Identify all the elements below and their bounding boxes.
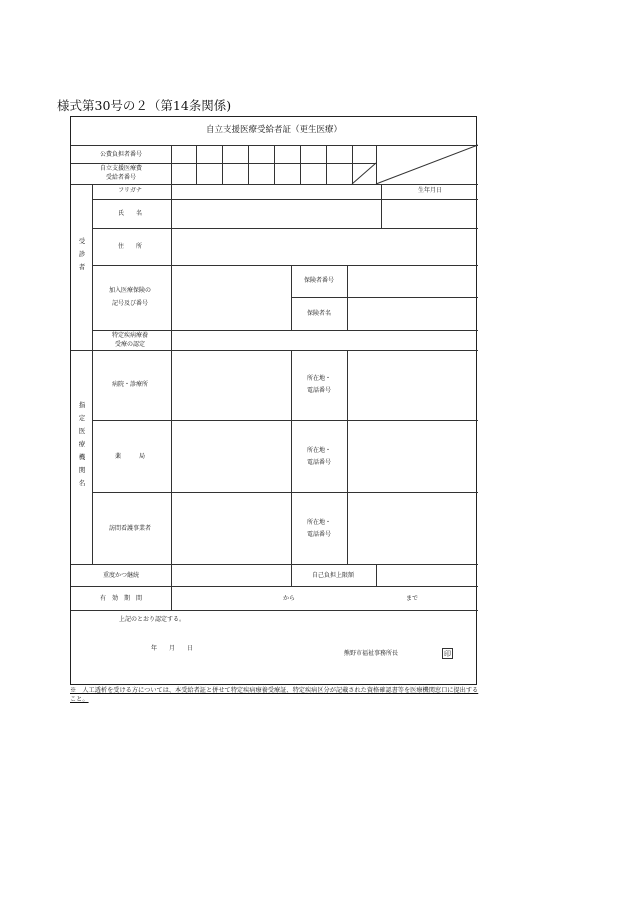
rule	[291, 350, 292, 564]
severe-continuous-label: 重度かつ継続	[102, 572, 140, 579]
pharmacy-location-label-1: 所在地・	[306, 447, 332, 454]
nursing-location-label-1: 所在地・	[306, 519, 332, 526]
rule	[71, 610, 478, 611]
validity-period-label: 有 効 期 間	[99, 595, 143, 602]
rule	[92, 228, 478, 229]
specific-disease-label-2: 受療の認定	[114, 341, 146, 348]
specific-disease-label-1: 特定疾病療養	[111, 332, 149, 339]
institution-vertical-label: 指定医療機関名	[78, 401, 86, 487]
patient-vertical-label: 受診者	[78, 237, 86, 271]
rule	[347, 265, 348, 330]
insurer-name-label: 保険者名	[306, 310, 332, 317]
hospital-location-label-1: 所在地・	[306, 375, 332, 382]
certificate-form	[70, 116, 477, 685]
rule	[171, 145, 172, 610]
pharmacy-location-label-2: 電話番号	[306, 459, 332, 466]
recipient-number-label-1: 自立支援医療費	[99, 165, 143, 172]
address-label: 住 所	[117, 243, 143, 250]
rule	[71, 564, 478, 565]
rule	[291, 297, 478, 298]
validity-from-label: から	[282, 595, 296, 602]
rule	[291, 265, 292, 330]
rule	[92, 265, 478, 266]
rule	[381, 184, 382, 228]
pharmacy-label: 薬 局	[114, 453, 146, 460]
rule	[347, 350, 348, 564]
rule	[71, 586, 478, 587]
name-label: 氏 名	[117, 210, 143, 217]
rule	[92, 184, 93, 564]
form-number-heading: 様式第30号の２（第14条関係)	[57, 98, 232, 113]
form-title: 自立支援医療受給者証（更生医療）	[205, 125, 343, 135]
rule	[92, 492, 478, 493]
copay-limit-label: 自己負担上限額	[311, 572, 355, 579]
hospital-location-label-2: 電話番号	[306, 387, 332, 394]
rule	[376, 564, 377, 586]
insurance-label-1: 加入医療保険の	[108, 287, 152, 294]
issuer-title: 熊野市福祉事務所長	[344, 650, 399, 657]
dialysis-footnote: ※ 人工透析を受ける方については、本受給者証と併せて特定疾病療養受療証、特定疾病区分が記載された資格確認書等を医療機関窓口に提出すること。	[70, 687, 479, 703]
hospital-label: 病院・診療所	[111, 381, 149, 388]
validity-to-label: まで	[405, 595, 419, 602]
recipient-number-label-2: 受給者番号	[105, 174, 137, 181]
certification-date: 年 月 日	[151, 645, 194, 652]
seal-mark: 印	[444, 650, 451, 658]
rule	[71, 350, 478, 351]
rule	[92, 330, 478, 331]
birthdate-label: 生年月日	[417, 187, 443, 194]
rule	[92, 199, 478, 200]
insurer-number-label: 保険者番号	[303, 277, 335, 284]
public-payer-number-label: 公費負担者番号	[99, 151, 143, 158]
rule	[291, 564, 292, 586]
furigana-label: フリガナ	[118, 187, 142, 194]
certification-statement: 上記のとおり認定する。	[119, 616, 186, 623]
nursing-location-label-2: 電話番号	[306, 531, 332, 538]
nursing-label: 訪問看護事業者	[108, 525, 152, 532]
rule	[92, 420, 478, 421]
insurance-label-2: 記号及び番号	[111, 300, 149, 307]
